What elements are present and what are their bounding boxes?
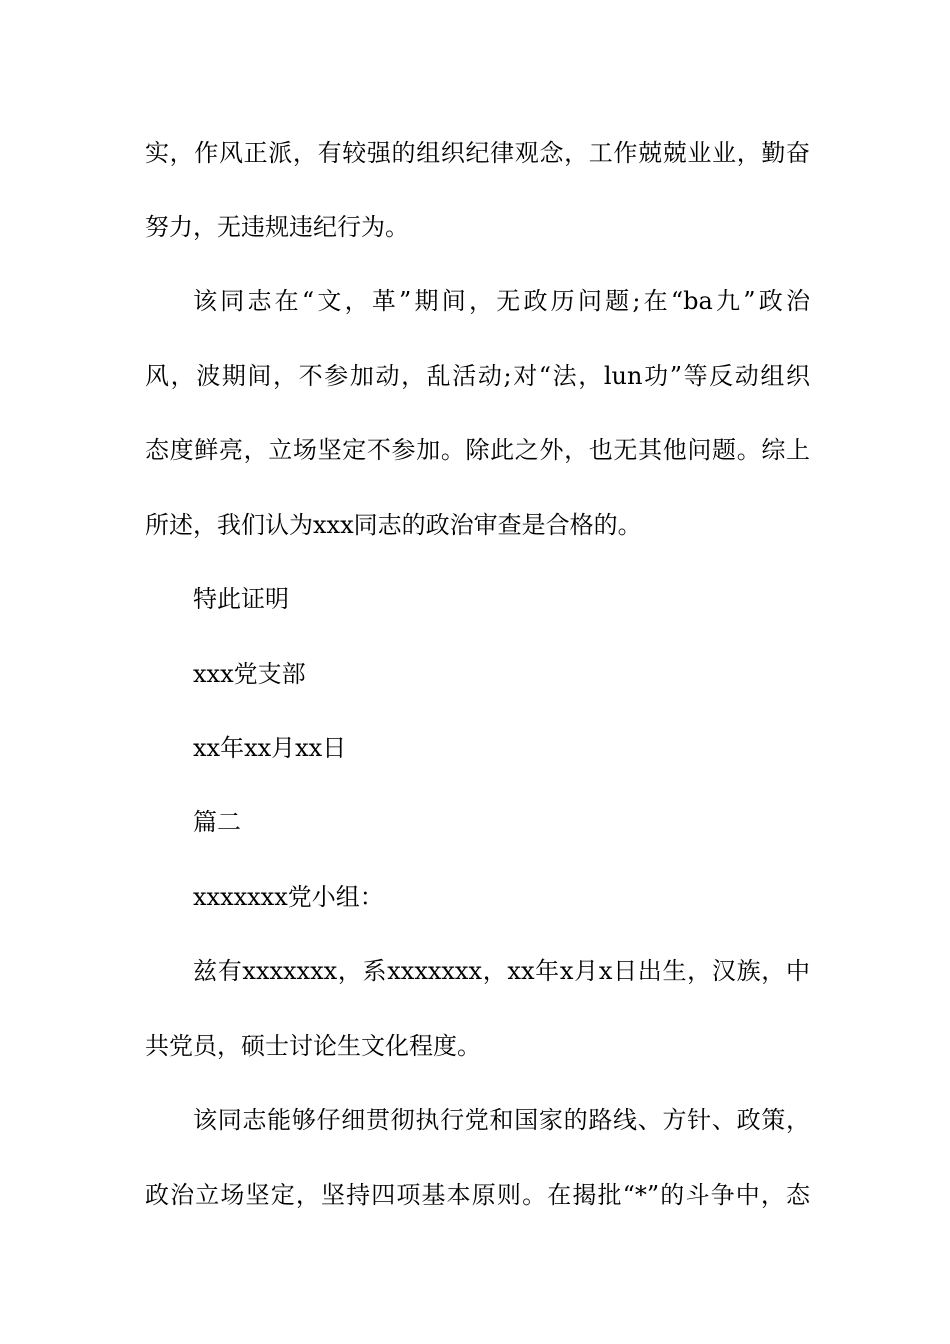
paragraph-line-5: 态度鲜亮，立场坚定不参加。除此之外，也无其他问题。综上: [145, 436, 810, 464]
paragraph-line-3: 该同志在“文，革”期间，无政历问题;在“ba九”政治: [193, 287, 810, 315]
paragraph-line-10: 政治立场坚定，坚持四项基本原则。在揭批“*”的斗争中，态: [145, 1181, 810, 1209]
paragraph-line-1: 实，作风正派，有较强的组织纪律观念，工作兢兢业业，勤奋: [145, 139, 810, 167]
signature-org: xxx党支部: [193, 660, 306, 688]
paragraph-line-9: 该同志能够仔细贯彻执行党和国家的路线、方针、政策，: [193, 1106, 810, 1134]
paragraph-line-2: 努力，无违规违纪行为。: [145, 213, 409, 241]
section-heading: 篇二: [193, 808, 241, 836]
paragraph-line-8: 共党员，硕士讨论生文化程度。: [145, 1032, 481, 1060]
signature-date: xx年xx月xx日: [193, 734, 347, 762]
salutation: xxxxxxx党小组：: [193, 883, 384, 911]
paragraph-line-7: 兹有xxxxxxx，系xxxxxxx，xx年x月x日出生，汉族，中: [193, 957, 810, 985]
paragraph-line-4: 风，波期间，不参加动，乱活动;对“法，lun功”等反动组织: [145, 362, 810, 390]
paragraph-line-6: 所述，我们认为xxx同志的政治审查是合格的。: [145, 511, 642, 539]
closing-line: 特此证明: [193, 585, 289, 613]
